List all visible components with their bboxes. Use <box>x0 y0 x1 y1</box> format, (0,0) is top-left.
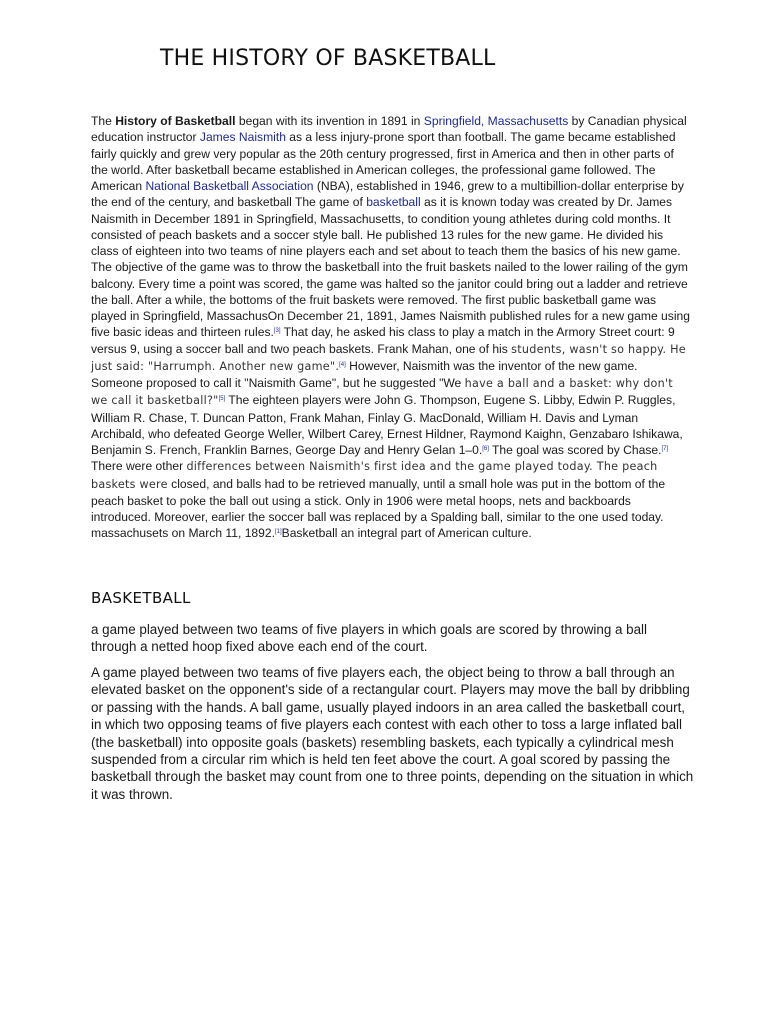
text-run: by Canadian physical education instructor <box>91 114 687 145</box>
bold-term: History of Basketball <box>115 114 236 128</box>
text-run: (NBA), established in 1946, grew to a multibillion-dollar enterprise by the end of the century, and basketball The game of <box>91 179 684 210</box>
definition-paragraph-1: a game played between two teams of five players in which goals are scored by throwing a ball through a netted hoop fixed above each end of the court. <box>91 622 648 655</box>
text-run: began with its invention in 1891 in <box>235 114 424 128</box>
reference-6[interactable]: [6] <box>482 446 489 452</box>
text-run: as a less injury-prone sport than football. The game became established fairly quickly and grew very popular as the 20th century progressed, first in America and then in other parts of the world. After basketball became established in American colleges, the professional game followed. The American <box>91 130 676 193</box>
text-run: The eighteen players were John G. Thompson, Eugene S. Libby, Edwin P. Ruggles, William R. Chase, T. Duncan Patton, Frank Mahan, Finlay G. MacDonald, William H. Davis and Lyman Archibald, who defeated George Weller, Wilbert Carey, Ernest Hildner, Raymond Kaighn, Genzabaro Ishikawa, Benjamin S. French, Franklin Barnes, George Day and Henry Gelan 1–0. <box>91 393 683 457</box>
reference-3[interactable]: [3] <box>273 328 281 335</box>
link-nba[interactable]: National Basketball Association <box>145 179 314 193</box>
link-basketball[interactable]: basketball <box>366 195 421 210</box>
page-title: THE HISTORY OF BASKETBALL <box>160 46 496 71</box>
definition-paragraph-2: A game played between two teams of five players each, the object being to throw a ball through an elevated basket on the opponent's side of a rectangular court. Players may move the ball by dribbling or passing with the hands. A ball game, usually played indoors in an area called the basketball court, in which two opposing teams of five players each contest with each other to toss a large inflated ball (the basketball) into opposite goals (baskets) resembling baskets, each typically a cylindrical mesh suspended from a circular rim which is held ten feet above the court. A goal scored by passing the basketball through the basket may count from one to three points, depending on the situation in which it was thrown. <box>91 665 694 802</box>
reference-4[interactable]: [4] <box>339 361 346 368</box>
text-run: The goal was scored by Chase. <box>488 443 662 457</box>
reference-7[interactable]: [7] <box>661 446 669 452</box>
quote-run: have a ball and a basket: why don't we call it basketball?" <box>91 377 673 408</box>
history-paragraph <box>91 113 691 542</box>
text-run: There were other <box>91 459 187 474</box>
reference-1[interactable]: [1] <box>274 529 282 536</box>
text-run: That day, he asked his class to play a match in the Armory Street court: 9 versus 9, using a soccer ball and two peach baskets. Frank Mahan, one of his <box>91 325 675 356</box>
reference-5[interactable]: [5] <box>218 396 226 403</box>
text-run: Basketball an integral part of American culture. <box>281 526 532 541</box>
text-run: However, Naismith was the inventor of the new game. Someone proposed to call it "Naismith Game", but he suggested "We <box>91 358 638 390</box>
text-run: as it is known today was created by Dr. James Naismith in December 1891 in Springfield, Massachusetts, to condition young athletes during cold months. It consisted of peach baskets and a soccer style ball. He published 13 rules for the new game. He divided his class of eighteen into two teams of nine players each and set about to teach them the basics of his new game. The objective of the game was to throw the basketball into the fruit baskets nailed to the lower railing of the gym balcony. Every time a point was scored, the game was halted so the janitor could bring out a ladder and retrieve the ball. After a while, the bottoms of the fruit baskets were removed. The first public basketball game was played in Springfield, MassachusOn December 21, 1891, James Naismith published rules for a new game using five basic ideas and thirteen rules. <box>91 195 690 340</box>
quote-run: differences between Naismith's first idea and the game played today. The peach baskets were <box>91 460 658 491</box>
text-run: closed, and balls had to be retrieved manually, until a small hole was put in the bottom of the peach basket to poke the ball out using a stick. Only in 1906 were metal hoops, nets and backboards introduced. Moreover, earlier the soccer ball was replaced by a Spalding ball, similar to the one used today. massachusets on March 11, 1892. <box>91 476 666 541</box>
link-springfield-massachusetts[interactable]: Springfield, Massachusetts <box>423 114 569 128</box>
link-james-naismith[interactable]: James Naismith <box>199 130 286 145</box>
text-run: The <box>91 114 116 128</box>
quote-run: students, wasn't so happy. He just said: "Harrumph. Another new game". <box>91 342 686 373</box>
section-heading: BASKETBALL <box>91 589 191 607</box>
